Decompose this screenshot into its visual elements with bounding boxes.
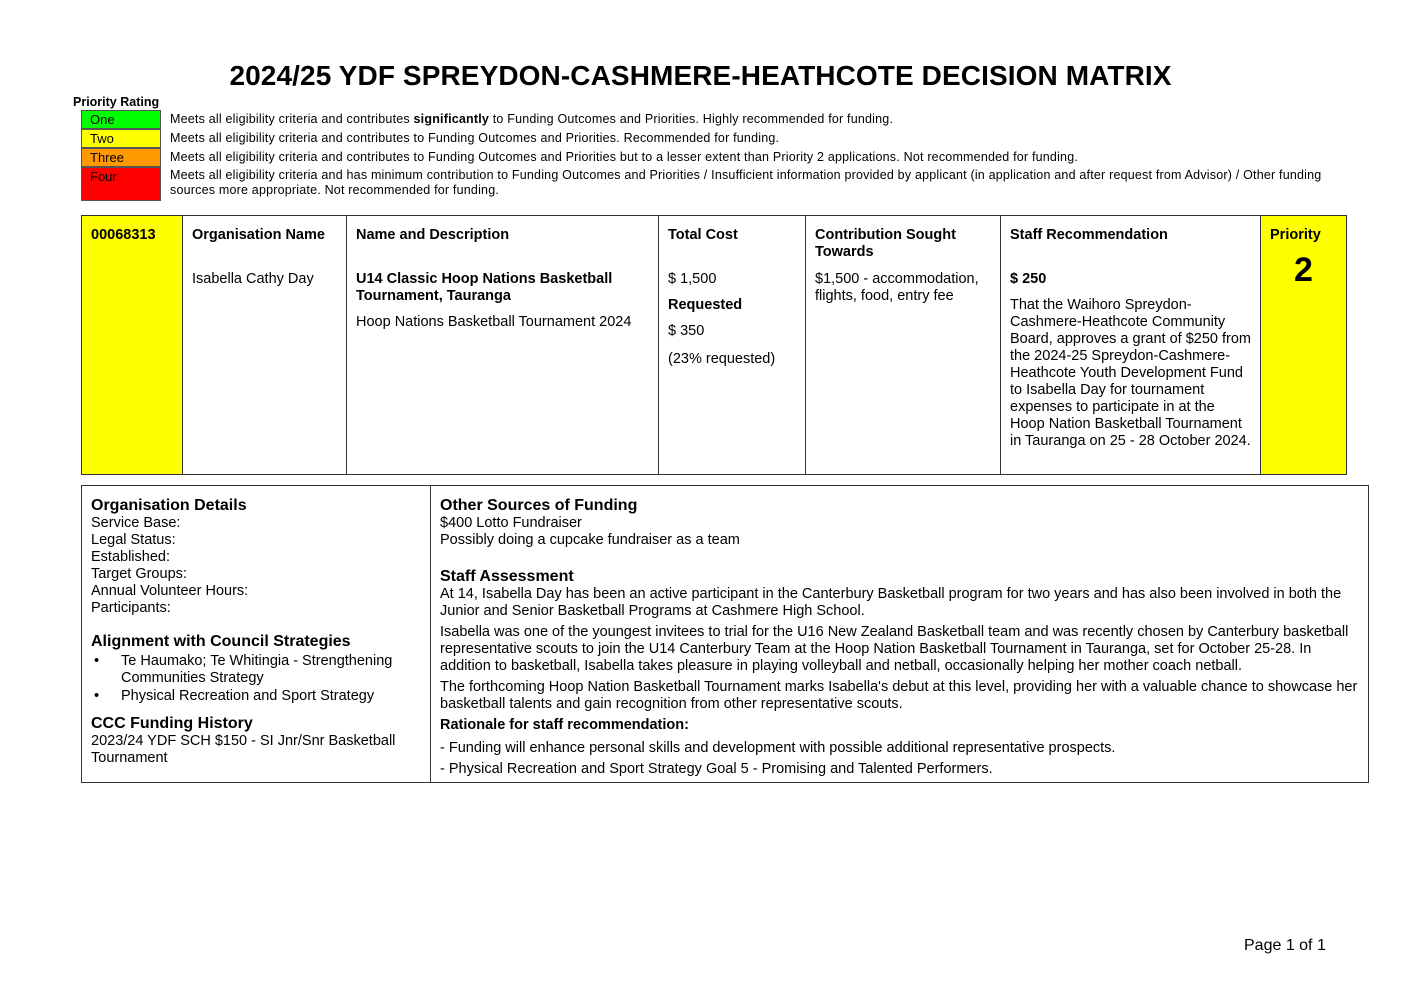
project-title: U14 Classic Hoop Nations Basketball Tournament, Tauranga	[356, 271, 613, 304]
volunteer-hours-field: Annual Volunteer Hours:	[91, 583, 249, 599]
other-funding-heading: Other Sources of Funding	[440, 497, 638, 514]
total-cost-value: $ 1,500	[668, 271, 717, 287]
priority-swatch-four: Four	[81, 167, 161, 201]
funding-history-heading: CCC Funding History	[91, 715, 253, 732]
staff-recommendation-header: Staff Recommendation	[1010, 227, 1168, 243]
decision-matrix-row	[81, 215, 1347, 475]
organisation-details-heading: Organisation Details	[91, 497, 247, 514]
alignment-heading: Alignment with Council Strategies	[91, 633, 351, 650]
total-cost-cell	[659, 216, 806, 474]
contribution-cell	[806, 216, 1001, 474]
requested-label: Requested	[668, 297, 743, 313]
application-id: 00068313	[91, 227, 156, 243]
priority-swatch-one: One	[81, 110, 161, 129]
other-funding-line: $400 Lotto Fundraiser	[440, 515, 582, 531]
target-groups-field: Target Groups:	[91, 566, 187, 582]
priority-rating-heading: Priority Rating	[73, 95, 160, 109]
funding-assessment-panel	[431, 486, 1368, 782]
priority-cell	[1261, 216, 1346, 474]
alignment-list	[91, 653, 421, 705]
priority-header: Priority	[1270, 227, 1321, 243]
staff-recommendation-text: That the Waihoro Spreydon-Cashmere-Heathcote Community Board, approves a grant of $250 from the 2024-25 Spreydon-Cashmere-Heathcote Youth Development Fund to Isabella Day for tournament expenses to participate in at the Hoop Nation Basketball Tournament in Tauranga on 25 - 28 October 2024.	[1010, 297, 1252, 449]
organisation-details-panel	[82, 486, 431, 782]
staff-recommendation-amount: $ 250	[1010, 271, 1047, 287]
established-field: Established:	[91, 549, 170, 565]
page-number: Page 1 of 1	[1244, 937, 1326, 954]
total-cost-header: Total Cost	[668, 227, 738, 243]
funding-history-text: 2023/24 YDF SCH $150 - SI Jnr/Snr Basketball Tournament	[91, 733, 396, 766]
legend-description-one: Meets all eligibility criteria and contributes significantly to Funding Outcomes and Priorities. Highly recommended for funding.	[170, 112, 894, 126]
rationale-item: - Funding will enhance personal skills and development with possible additional representative prospects.	[440, 740, 1116, 756]
organisation-name: Isabella Cathy Day	[192, 271, 314, 287]
assessment-paragraph: Isabella was one of the youngest invitees to trial for the U16 New Zealand Basketball team and was recently chosen by Canterbury basketball representative scouts to join the U14 Canterbury Team at the Hoop Nation Basketball Tournament in Tauranga, set for October 25-28. In addition to basketball, Isabella takes pleasure in playing volleyball and netball, occasionally helping her mother coach netball.	[440, 624, 1349, 674]
rationale-item: - Physical Recreation and Sport Strategy Goal 5 - Promising and Talented Performers.	[440, 761, 993, 777]
assessment-paragraph: At 14, Isabella Day has been an active participant in the Canterbury Basketball program for two years and has also been involved in both the Junior and Senior Basketball Programs at Cashmere High School.	[440, 586, 1342, 619]
name-description-cell	[347, 216, 659, 474]
page-title: 2024/25 YDF SPREYDON-CASHMERE-HEATHCOTE DECISION MATRIX	[229, 60, 1172, 91]
legend-description-three: Meets all eligibility criteria and contributes to Funding Outcomes and Priorities but to a lesser extent than Priority 2 applications. Not recommended for funding.	[170, 150, 1079, 164]
priority-value: 2	[1294, 251, 1313, 289]
details-section	[81, 485, 1369, 783]
service-base-field: Service Base:	[91, 515, 181, 531]
legal-status-field: Legal Status:	[91, 532, 176, 548]
list-item: • Te Haumako; Te Whitingia - Strengthening Communities Strategy	[91, 653, 421, 687]
contribution-header: Contribution Sought Towards	[815, 227, 956, 260]
assessment-paragraph: The forthcoming Hoop Nation Basketball Tournament marks Isabella's debut at this level, providing her with a valuable chance to showcase her basketball talents and gain recognition from other representative scouts.	[440, 679, 1358, 712]
priority-swatch-two: Two	[81, 129, 161, 148]
list-item: • Physical Recreation and Sport Strategy	[91, 688, 421, 705]
other-funding-line: Possibly doing a cupcake fundraiser as a team	[440, 532, 740, 548]
legend-description-four: Meets all eligibility criteria and has minimum contribution to Funding Outcomes and Priorities / Insufficient information provided by applicant (in application and after request from Advisor) / Other funding sources more appropriate. Not recommended for funding.	[170, 168, 1322, 197]
rationale-heading: Rationale for staff recommendation:	[440, 717, 689, 733]
requested-percentage: (23% requested)	[668, 351, 776, 367]
legend-description-two: Meets all eligibility criteria and contributes to Funding Outcomes and Priorities. Recommended for funding.	[170, 131, 780, 145]
participants-field: Participants:	[91, 600, 171, 616]
staff-assessment-heading: Staff Assessment	[440, 568, 574, 585]
name-description-header: Name and Description	[356, 227, 510, 243]
organisation-header: Organisation Name	[192, 227, 325, 243]
project-description: Hoop Nations Basketball Tournament 2024	[356, 314, 632, 330]
organisation-cell	[183, 216, 347, 474]
contribution-text: $1,500 - accommodation, flights, food, entry fee	[815, 271, 979, 304]
requested-amount: $ 350	[668, 323, 705, 339]
application-id-cell	[82, 216, 183, 474]
priority-swatch-three: Three	[81, 148, 161, 167]
staff-recommendation-cell	[1001, 216, 1261, 474]
